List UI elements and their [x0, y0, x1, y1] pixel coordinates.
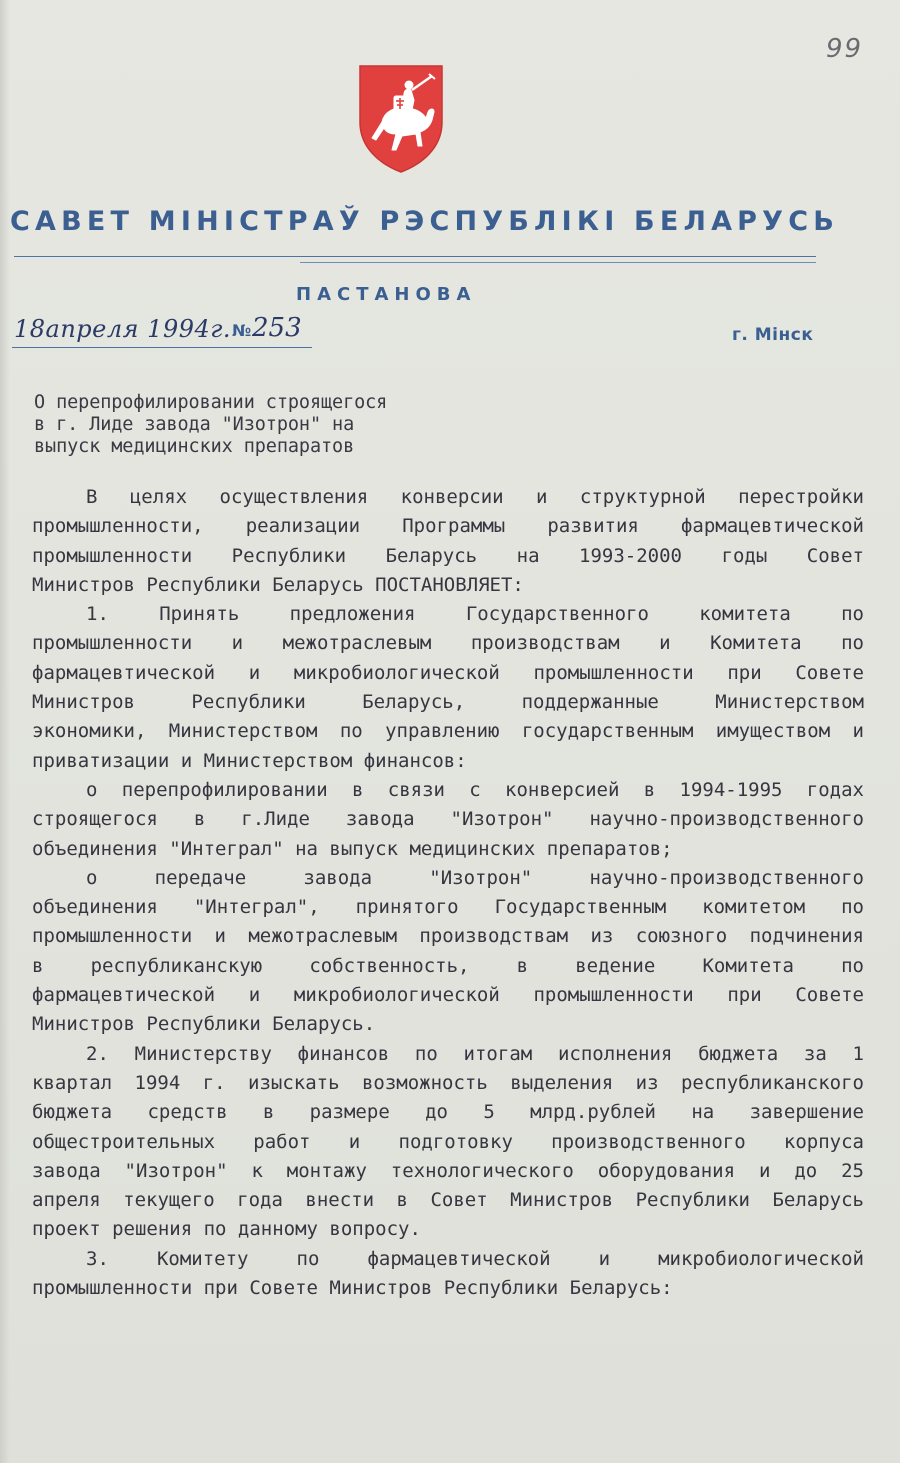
subject-line: выпуск медицинских препаратов — [34, 436, 355, 457]
body-line: промышленности при Совете Министров Республики Беларусь: — [32, 1277, 673, 1300]
body-line: приватизации и Министерством финансов: — [32, 749, 467, 772]
body-line: Министров Республики Беларусь. — [32, 1013, 376, 1036]
body-line: промышленности, реализации Программы развития фармацевтической — [32, 515, 864, 538]
body-line: фармацевтической и микробиологической промышленности при Совете — [32, 661, 864, 684]
body-line: завода "Изотрон" к монтажу технологического оборудования и до 25 — [32, 1159, 864, 1182]
number-sign: № — [232, 321, 252, 340]
body-line: промышленности Республики Беларусь на 1993-2000 годы Совет — [32, 544, 864, 567]
coat-of-arms-icon — [354, 60, 448, 174]
body-line: апреля текущего года внести в Совет Министров Республики Беларусь — [32, 1189, 864, 1212]
body-line: 1. Принять предложения Государственного комитета по — [86, 603, 864, 626]
body-line: экономики, Министерством по управлению государственным имуществом и — [32, 720, 864, 743]
body-line: о перепрофилировании в связи с конверсией в 1994-1995 годах — [86, 778, 864, 801]
body-line: общестроительных работ и подготовку производственного корпуса — [32, 1130, 864, 1153]
body-line: бюджета средств в размере до 5 млрд.рублей на завершение — [32, 1101, 864, 1124]
body-line: Министров Республики Беларусь, поддержанные Министерством — [32, 691, 864, 714]
subject-line: в г. Лиде завода "Изотрон" на — [34, 414, 355, 435]
date-number-line — [12, 313, 312, 353]
title-rule-secondary — [300, 262, 816, 263]
body-line: промышленности и межотраслевым производствам из союзного подчинения — [32, 925, 864, 948]
body-line: объединения "Интеграл", принятого Государственным комитетом по — [32, 896, 864, 919]
subject-block — [34, 392, 464, 458]
body-line: строящегося в г.Лиде завода "Изотрон" научно-производственного — [32, 808, 864, 831]
handwritten-date: 18апреля 1994г. — [14, 315, 232, 343]
sheet-edge-shadow — [0, 0, 10, 1463]
subject-line: О перепрофилировании строящегося — [34, 392, 388, 413]
body-line: квартал 1994 г. изыскать возможность выделения из республиканского — [32, 1071, 864, 1094]
body-line: о передаче завода "Изотрон" научно-производственного — [86, 866, 864, 889]
body-line: В целях осуществления конверсии и структурной перестройки — [86, 486, 864, 508]
date-underline — [12, 347, 312, 348]
handwritten-number: 253 — [252, 313, 302, 343]
resolution-body — [32, 483, 864, 1303]
title-rule — [14, 256, 816, 257]
city-label: г. Мінск — [732, 325, 814, 345]
body-line: в республиканскую собственность, в ведение Комитета по — [32, 954, 864, 977]
body-line: объединения "Интеграл" на выпуск медицинских препаратов; — [32, 837, 673, 860]
document-type-heading: ПАСТАНОВА — [296, 284, 477, 305]
body-line: Министров Республики Беларусь ПОСТАНОВЛЯЕТ: — [32, 573, 524, 596]
body-line: фармацевтической и микробиологической промышленности при Совете — [32, 984, 864, 1007]
page-number: 99 — [826, 34, 864, 64]
body-line: проект решения по данному вопросу. — [32, 1218, 421, 1241]
body-line: 3. Комитету по фармацевтической и микробиологической — [86, 1247, 864, 1270]
body-line: 2. Министерству финансов по итогам исполнения бюджета за 1 — [86, 1042, 864, 1065]
body-line: промышленности и межотраслевым производствам и Комитета по — [32, 632, 864, 655]
council-title: САВЕТ МІНІСТРАЎ РЭСПУБЛІКІ БЕЛАРУСЬ — [10, 206, 839, 237]
